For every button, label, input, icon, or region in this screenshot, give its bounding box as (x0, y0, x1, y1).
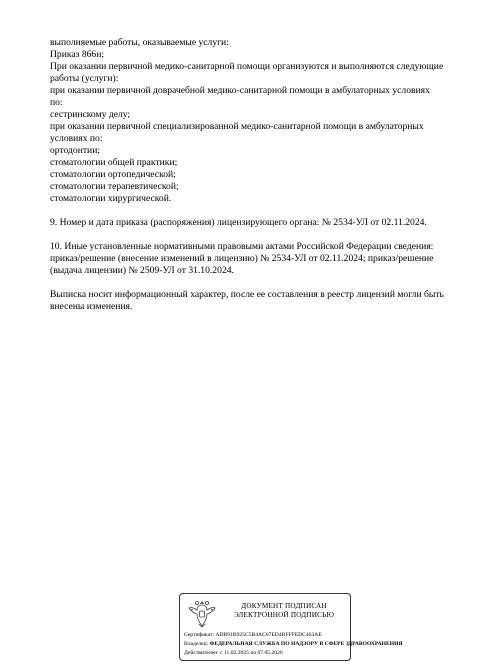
section-10-line: 10. Иные установленные нормативными правовыми актами Российской Федерации сведения: (50, 241, 434, 252)
document-line: стоматологии хирургической. (50, 193, 172, 204)
stamp-title-line1: ДОКУМЕНТ ПОДПИСАН (241, 602, 327, 610)
russian-eagle-emblem-icon (188, 599, 216, 629)
stamp-title-line2: ЭЛЕКТРОННОЙ ПОДПИСЬЮ (233, 611, 335, 619)
owner-value: ФЕДЕРАЛЬНАЯ СЛУЖБА ПО НАДЗОРУ В СФЕРЕ ЗДРАВООХРАНЕНИЯ (209, 641, 403, 647)
document-line: при оказании первичной доврачебной медико-санитарной помощи в амбулаторных условиях (50, 85, 430, 96)
section-10-line: приказ/решение (внесение изменений в лицензию) № 2534-УЛ от 02.11.2024; приказ/решение (50, 253, 434, 264)
document-line: условиях по: (50, 133, 103, 144)
owner-label: Владелец: (184, 641, 209, 647)
electronic-signature-stamp (179, 593, 403, 661)
document-line: стоматологии общей практики; (50, 157, 178, 168)
certificate-value: ADB91B925C5B4AC67ED4BFFFEDC463AE (215, 632, 322, 638)
stamp-validity-row (184, 650, 283, 657)
stamp-certificate-row (184, 632, 322, 639)
document-line: Приказ 866н; (50, 49, 105, 60)
stamp-owner-row (184, 641, 403, 648)
certificate-label: Сертификат: (184, 632, 215, 638)
document-line: выполняемые работы, оказываемые услуги: (50, 37, 229, 48)
document-line: стоматологии терапевтической; (50, 181, 179, 192)
document-line: При оказании первичной медико-санитарной помощи организуются и выполняются следующие (50, 61, 444, 72)
validity-value: с 11.02.2025 по 07.05.2026 (220, 650, 283, 656)
document-line: при оказании первичной специализированной медико-санитарной помощи в амбулаторных (50, 121, 424, 132)
section-10-line: (выдача лицензии) № 2509-УЛ от 31.10.2024. (50, 265, 234, 276)
section-9-line: 9. Номер и дата приказа (распоряжения) лицензирующего органа: № 2534-УЛ от 02.11.2024. (50, 217, 427, 228)
validity-label: Действителен: (184, 650, 219, 656)
document-line: сестринскому делу; (50, 109, 131, 120)
disclaimer-line: Выписка носит информационный характер, после ее составления в реестр лицензий могли быть (50, 289, 444, 300)
document-line: по: (50, 97, 63, 108)
document-line: работы (услуги): (50, 73, 119, 84)
disclaimer-line: внесены изменения. (50, 301, 133, 312)
document-line: стоматологии ортопедической; (50, 169, 176, 180)
document-line: ортодонтии; (50, 145, 100, 156)
